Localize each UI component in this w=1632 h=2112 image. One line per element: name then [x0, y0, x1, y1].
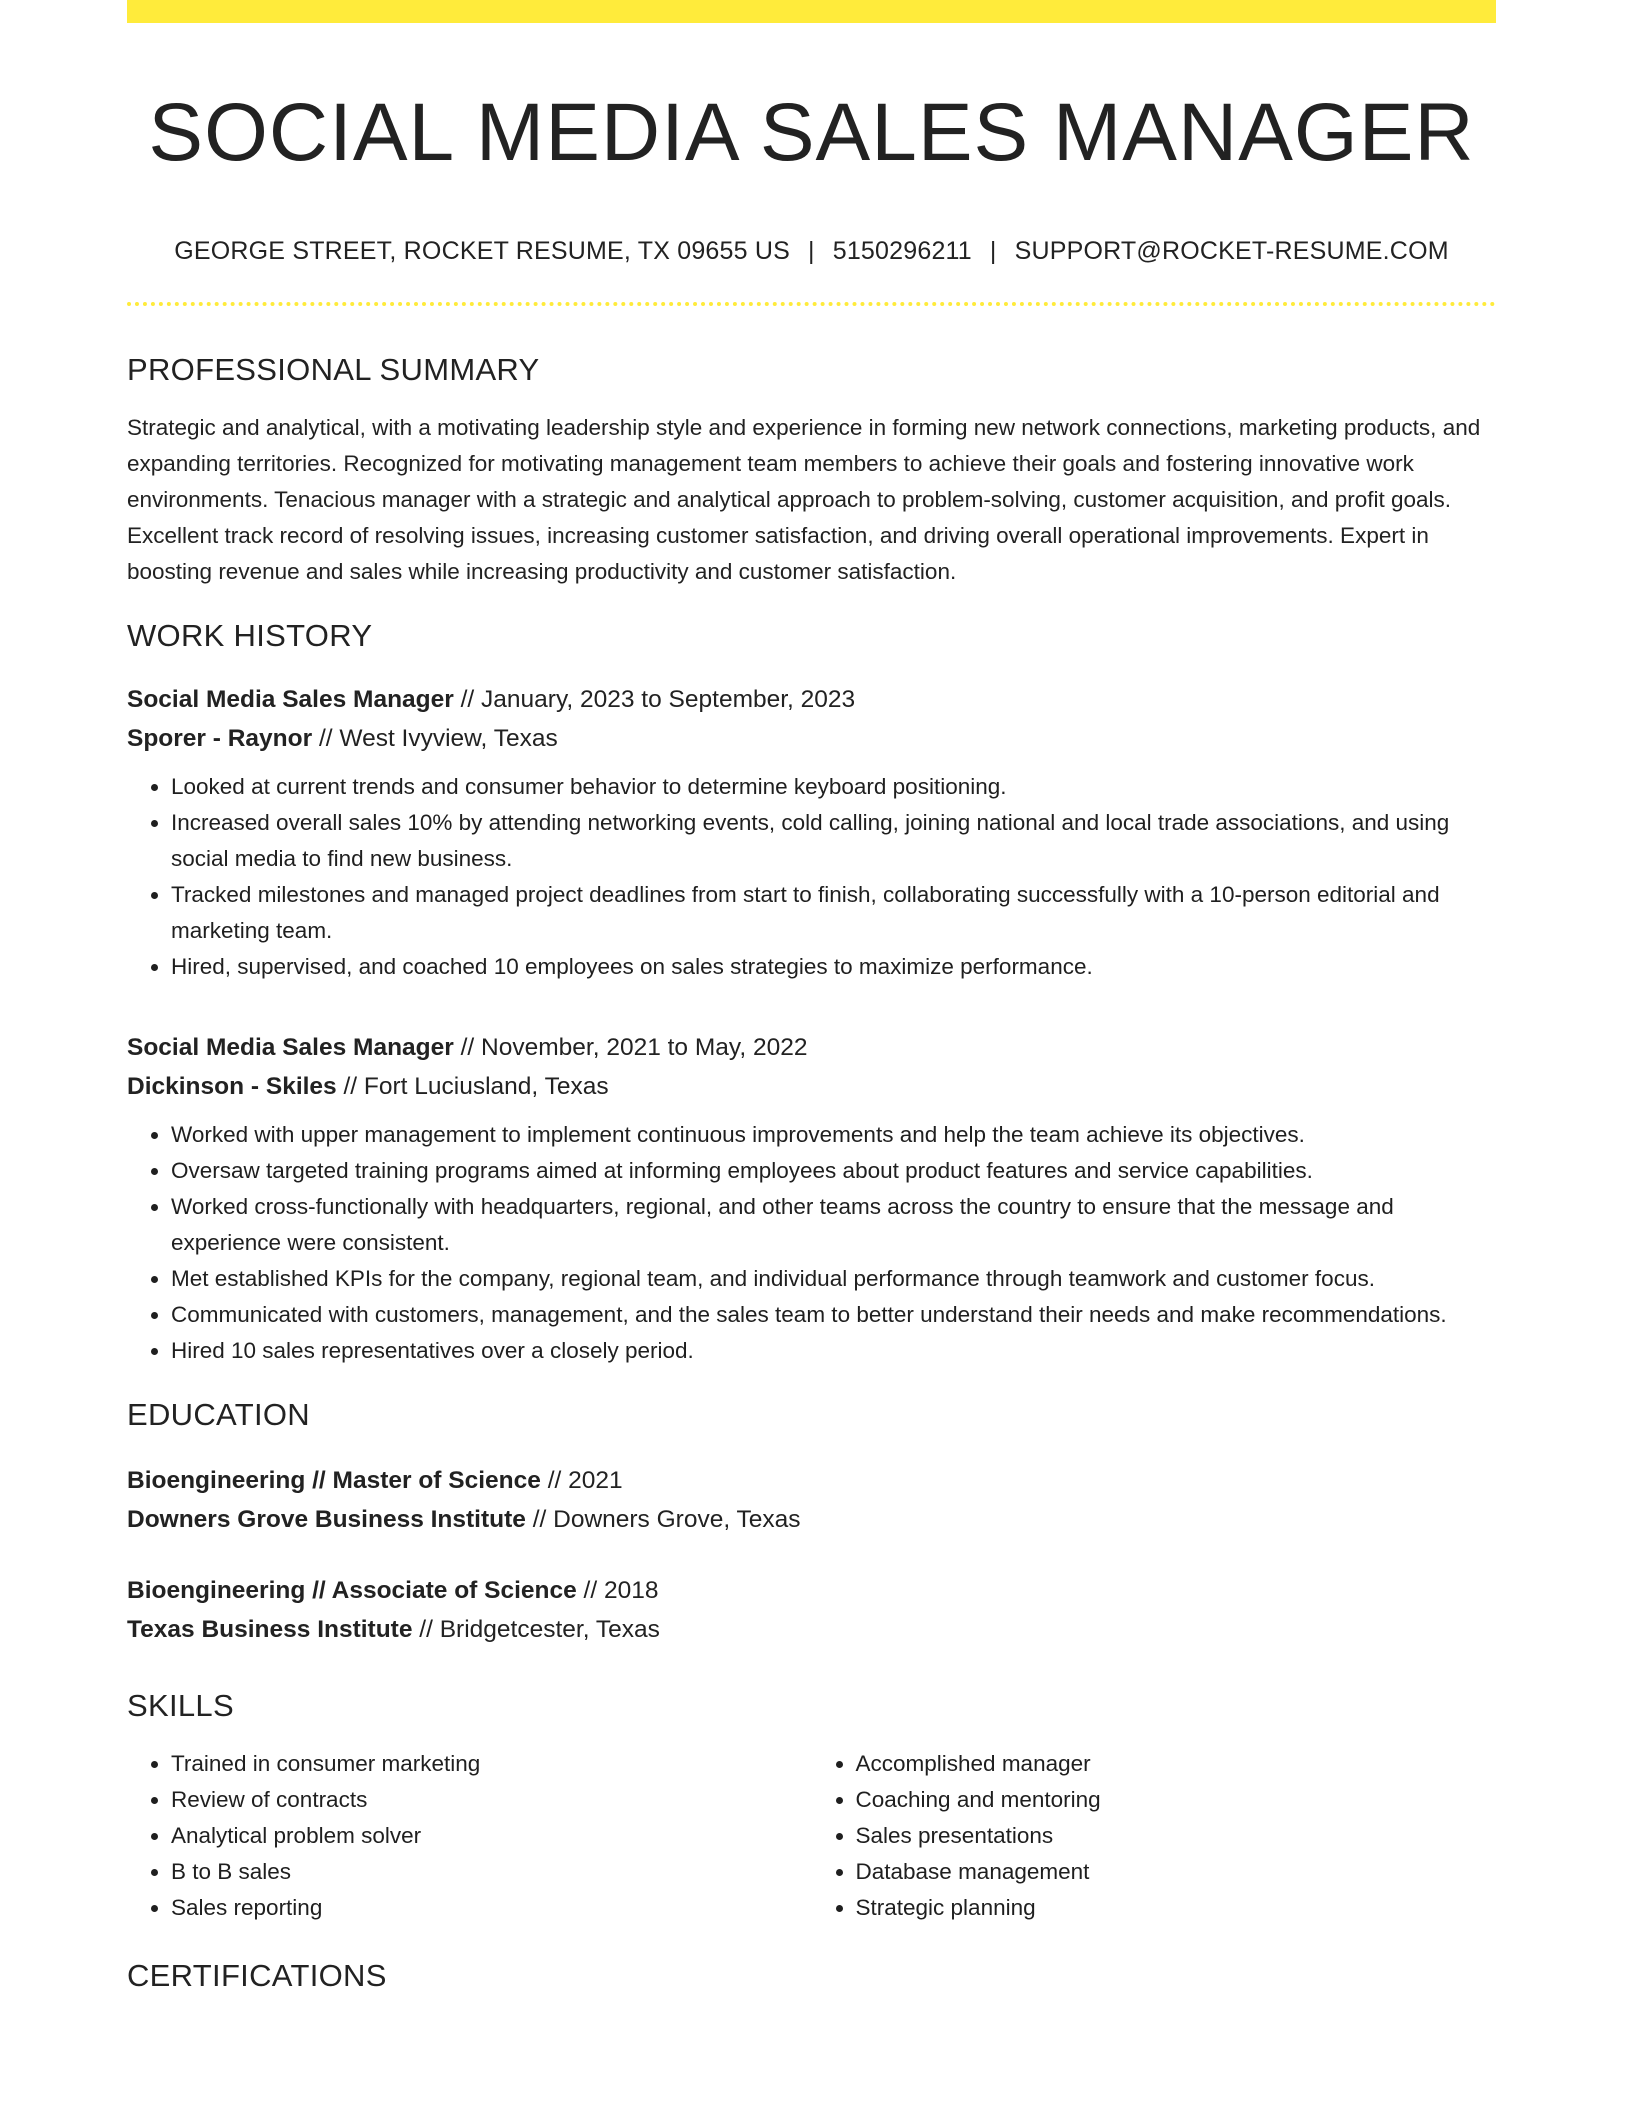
skill-item: • Analytical problem solver [171, 1818, 812, 1854]
job-company: Dickinson - Skiles [127, 1073, 337, 1100]
contact-phone[interactable]: 5150296211 [832, 237, 972, 265]
skills-heading: SKILLS [127, 1688, 234, 1723]
skills-left-list [127, 1746, 812, 1926]
contact-separator: | [808, 237, 815, 265]
resume-page [127, 0, 1496, 1996]
school: Downers Grove Business Institute [127, 1506, 526, 1533]
summary-heading: PROFESSIONAL SUMMARY [127, 352, 540, 387]
job-title-line [127, 680, 1496, 719]
skill-item: • Sales presentations [856, 1818, 1497, 1854]
job-bullets [127, 1117, 1496, 1369]
candidate-name: SOCIAL MEDIA SALES MANAGER [148, 87, 1475, 178]
school-location: // Bridgetcester, Texas [412, 1616, 660, 1643]
job-title: Social Media Sales Manager [127, 686, 454, 713]
job-bullets [127, 769, 1496, 985]
skill-item: • Strategic planning [856, 1890, 1497, 1926]
contact-address: GEORGE STREET, ROCKET RESUME, TX 09655 US [174, 237, 791, 265]
job-bullet: • Hired 10 sales representatives over a closely period. [171, 1333, 1496, 1369]
school-location: // Downers Grove, Texas [525, 1506, 801, 1533]
job-dates: // January, 2023 to September, 2023 [453, 686, 856, 713]
job-company-line [127, 719, 1496, 758]
job-bullet: • Increased overall sales 10% by attending networking events, cold calling, joining national and local trade associations, and using social media to find new business. [171, 805, 1496, 877]
contact-line [127, 235, 1496, 267]
job-location: // West Ivyview, Texas [312, 725, 558, 752]
job-bullet: • Met established KPIs for the company, regional team, and individual performance through teamwork and customer focus. [171, 1261, 1496, 1297]
job-bullet: • Oversaw targeted training programs aimed at informing employees about product features and service capabilities. [171, 1153, 1496, 1189]
skill-item: • Coaching and mentoring [856, 1782, 1497, 1818]
skill-item: • Sales reporting [171, 1890, 812, 1926]
job-title: Social Media Sales Manager [127, 1034, 454, 1061]
job-entry [127, 680, 1496, 985]
education-heading: EDUCATION [127, 1397, 310, 1432]
skill-item: • Trained in consumer marketing [171, 1746, 812, 1782]
skill-item: • Database management [856, 1854, 1497, 1890]
contact-separator: | [989, 237, 997, 265]
certifications-heading: CERTIFICATIONS [127, 1958, 387, 1993]
skill-item: • B to B sales [171, 1854, 812, 1890]
job-company: Sporer - Raynor [127, 725, 313, 752]
job-location: // Fort Luciusland, Texas [336, 1073, 609, 1100]
degree-year: // 2021 [540, 1467, 623, 1494]
skills-columns [127, 1746, 1496, 1926]
dotted-divider [127, 302, 1496, 306]
school-line [127, 1610, 1496, 1649]
education-entry [127, 1461, 1496, 1539]
job-bullet: • Worked with upper management to implement continuous improvements and help the team achieve its objectives. [171, 1117, 1496, 1153]
education-entry [127, 1571, 1496, 1649]
degree: Bioengineering // Master of Science [127, 1467, 541, 1494]
work-history-heading: WORK HISTORY [127, 618, 373, 653]
job-bullet: • Hired, supervised, and coached 10 employees on sales strategies to maximize performance. [171, 949, 1496, 985]
accent-top-bar [127, 0, 1496, 23]
degree-year: // 2018 [576, 1577, 659, 1604]
skill-item: • Accomplished manager [856, 1746, 1497, 1782]
degree-line [127, 1461, 1496, 1500]
job-entry [127, 1028, 1496, 1369]
school-line [127, 1500, 1496, 1539]
job-bullet: • Worked cross-functionally with headquarters, regional, and other teams across the country to ensure that the message and experience were consistent. [171, 1189, 1496, 1261]
job-title-line [127, 1028, 1496, 1067]
skill-item: • Review of contracts [171, 1782, 812, 1818]
job-bullet: • Looked at current trends and consumer behavior to determine keyboard positioning. [171, 769, 1496, 805]
job-bullet: • Tracked milestones and managed project deadlines from start to finish, collaborating successfully with a 10-person editorial and marketing team. [171, 877, 1496, 949]
job-company-line [127, 1067, 1496, 1106]
skills-right-list [812, 1746, 1497, 1926]
summary-text: Strategic and analytical, with a motivating leadership style and experience in forming new network connections, marketing products, and expanding territories. Recognized for motivating management team members to achieve their goals and fostering innovative work environments. Tenacious manager with a strategic and analytical approach to problem-solving, customer acquisition, and profit goals. Excellent track record of resolving issues, increasing customer satisfaction, and driving overall operational improvements. Expert in boosting revenue and sales while increasing productivity and customer satisfaction. [127, 415, 1481, 584]
degree: Bioengineering // Associate of Science [127, 1577, 577, 1604]
contact-email[interactable]: SUPPORT@ROCKET-RESUME.COM [1014, 237, 1449, 265]
job-bullet: • Communicated with customers, management, and the sales team to better understand their needs and make recommendations. [171, 1297, 1496, 1333]
school: Texas Business Institute [127, 1616, 413, 1643]
job-dates: // November, 2021 to May, 2022 [453, 1034, 808, 1061]
degree-line [127, 1571, 1496, 1610]
